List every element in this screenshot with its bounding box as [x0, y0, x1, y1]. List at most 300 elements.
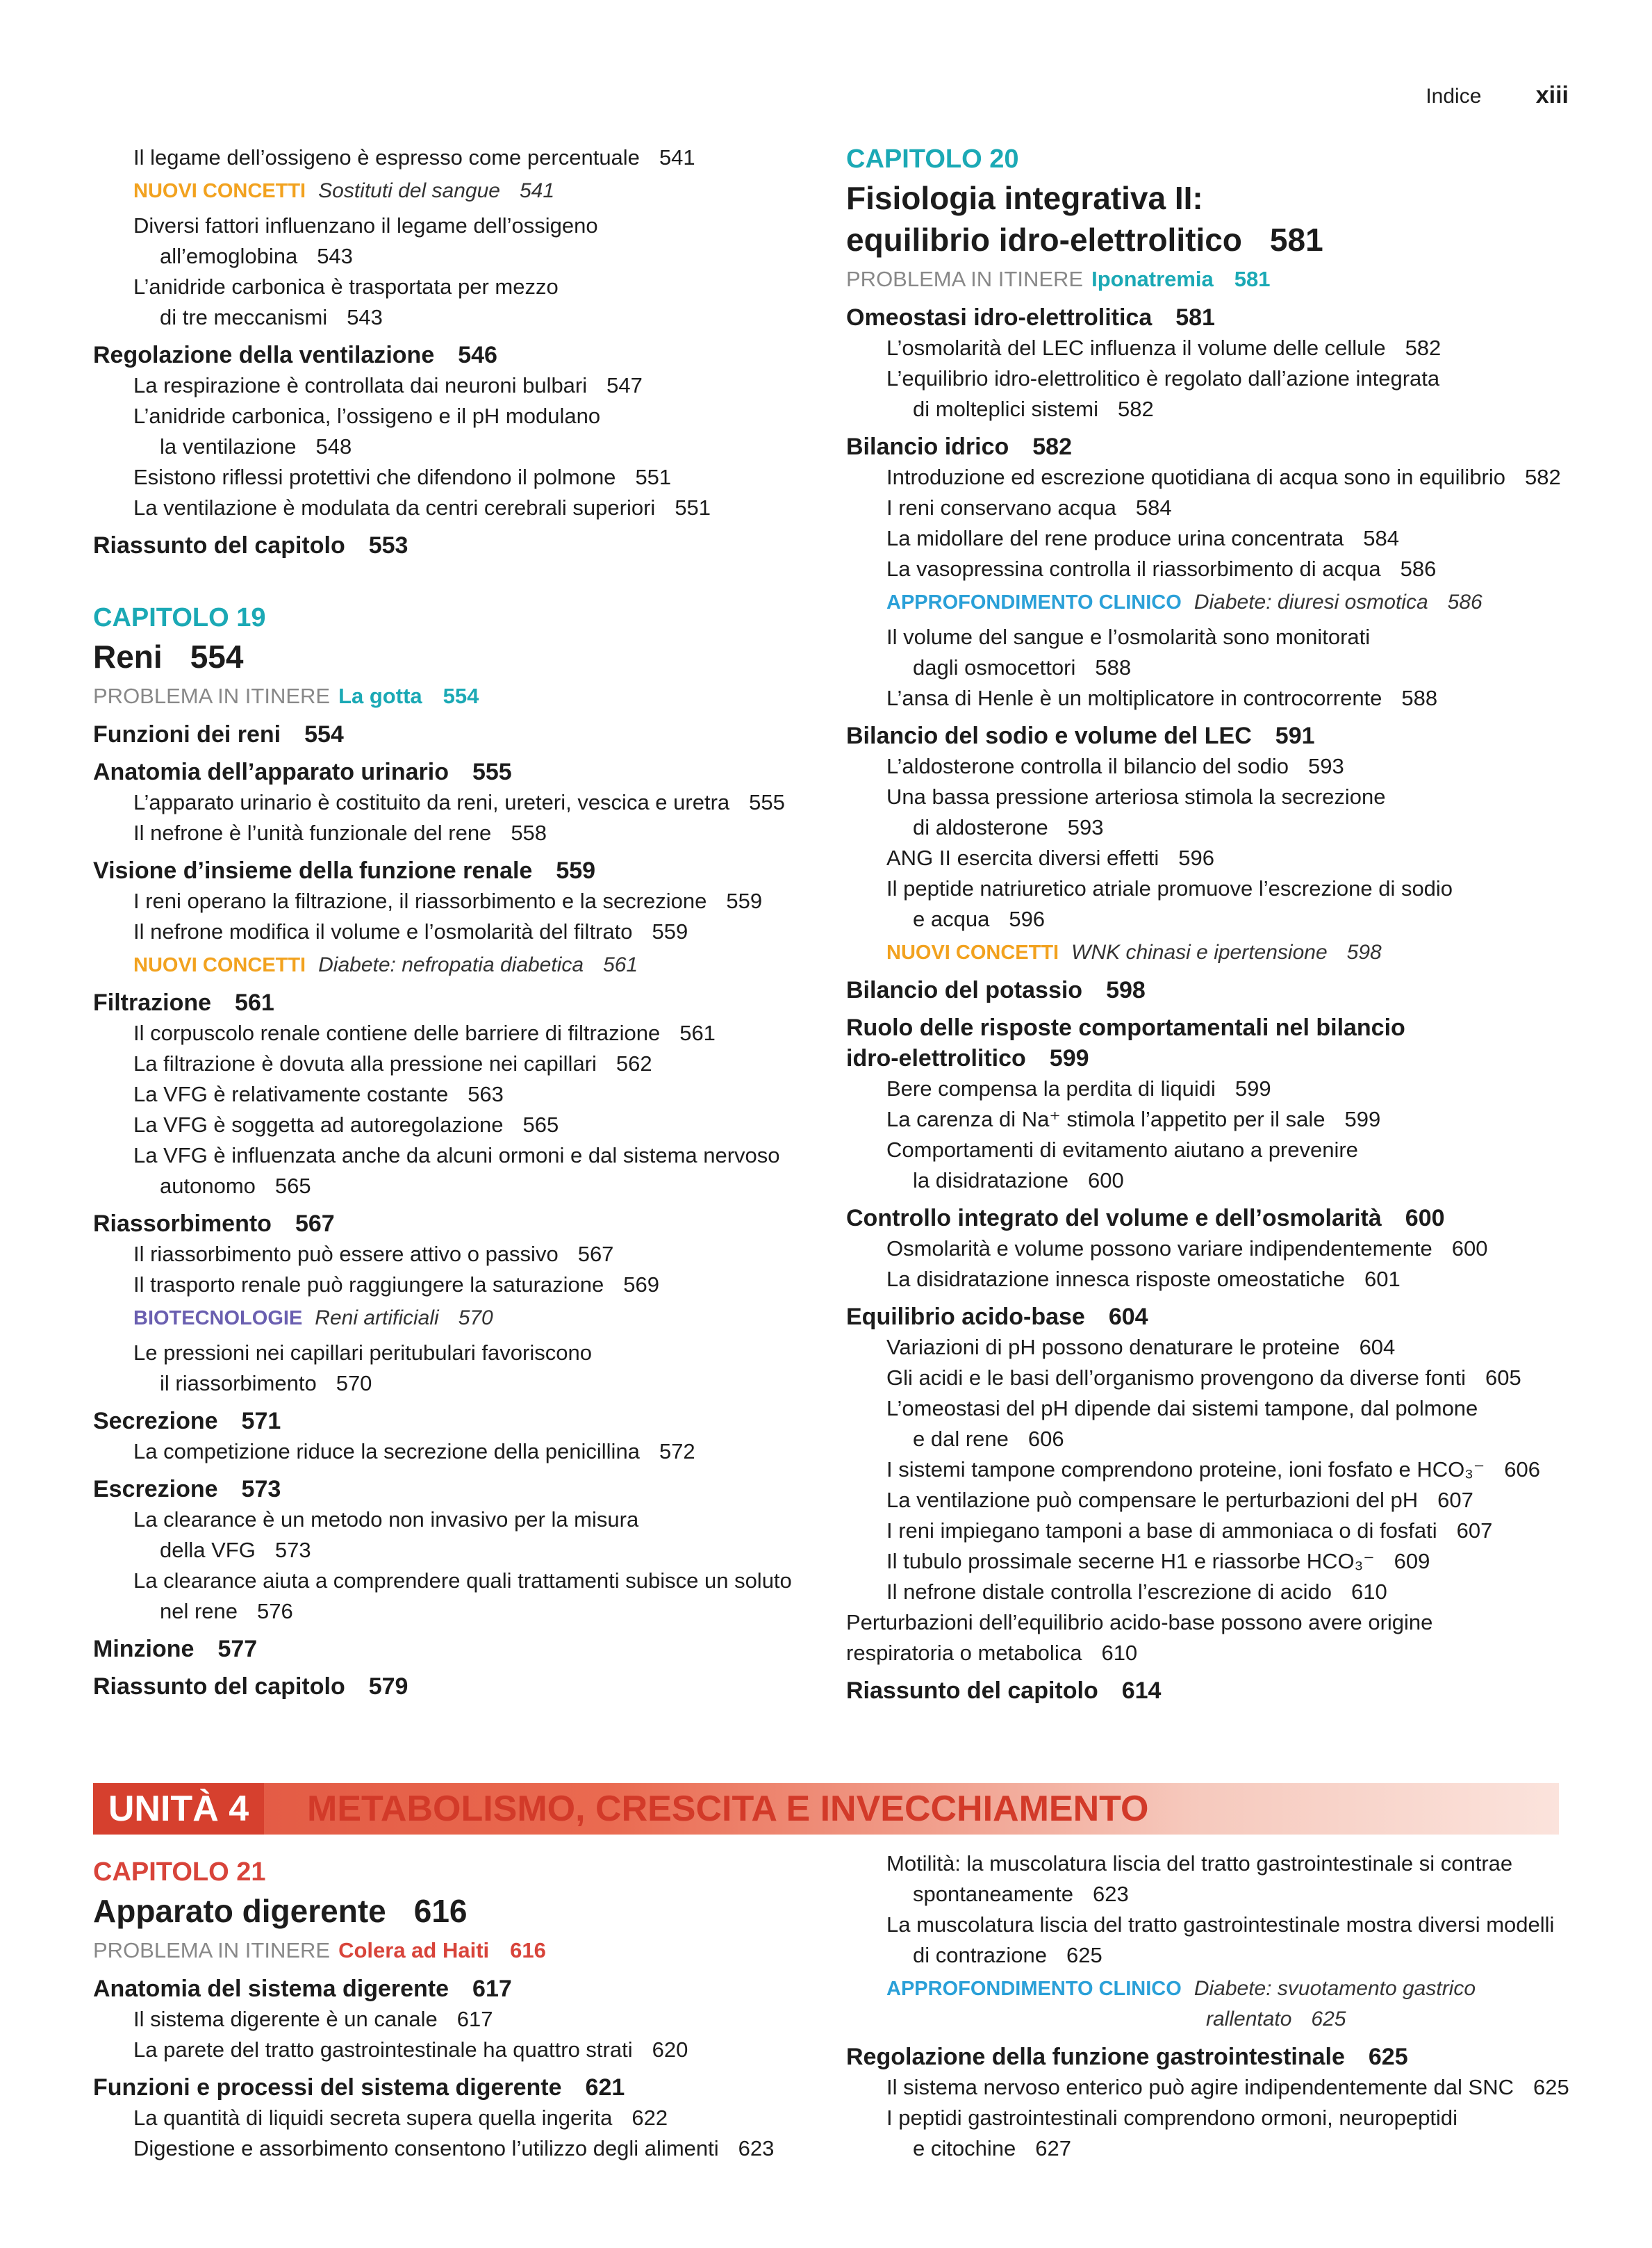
toc-subentry [93, 370, 816, 401]
toc-page-number: 599 [1344, 1107, 1381, 1131]
unit-label: UNITÀ 4 [93, 1783, 264, 1835]
feature-tag: NUOVI CONCETTI [133, 954, 306, 976]
feature-title: Diabete: diuresi osmotica [1193, 591, 1428, 614]
toc-subentry-text: La disidratazione innesca risposte omeostatiche [886, 1267, 1345, 1291]
toc-heading-text: Bilancio idrico [846, 434, 1009, 460]
toc-page-number: 606 [1027, 1427, 1064, 1451]
toc-page-number: 554 [304, 721, 344, 748]
chapter-title-text: Fisiologia integrativa II: [846, 180, 1203, 216]
toc-subentry-text: La VFG è influenzata anche da alcuni ormoni e dal sistema nervoso [133, 1143, 780, 1167]
toc-heading-text: Riassunto del capitolo [93, 1673, 345, 1700]
toc-subentry-text: Una bassa pressione arteriosa stimola la secrezione [886, 785, 1386, 809]
toc-subentry-text: Bere compensa la perdita di liquidi [886, 1076, 1216, 1101]
toc-subentry [846, 1910, 1576, 1971]
toc-page-number: 610 [1351, 1580, 1387, 1604]
toc-subentry [93, 1110, 816, 1140]
toc-subentry [93, 1049, 816, 1079]
toc-page-number: 553 [368, 532, 408, 559]
toc-subentry [846, 683, 1576, 714]
toc-page-number: 599 [1049, 1045, 1089, 1072]
toc-subentry-text: L’anidride carbonica, l’ossigeno e il pH modulano [133, 404, 601, 428]
toc-page-number: 546 [458, 342, 497, 368]
toc-subentry [93, 2133, 816, 2164]
case-study-title-text: La gotta [338, 684, 422, 708]
toc-subentry-text: La respirazione è controllata dai neuroni bulbari [133, 373, 588, 397]
toc-page-number: 570 [336, 1371, 372, 1395]
toc-subentry [93, 1239, 816, 1270]
toc-subentry [846, 493, 1576, 523]
toc-page-number: 627 [1035, 2136, 1071, 2160]
toc-heading [846, 1012, 1576, 1074]
toc-subentry-cont [886, 2133, 1576, 2164]
case-study-title-text: Colera ad Haiti [338, 1938, 490, 1962]
toc-heading-text: Controllo integrato del volume e dell’osmolarità [846, 1205, 1382, 1231]
toc-heading-text: Bilancio del potassio [846, 977, 1083, 1003]
toc-page-number: 573 [241, 1476, 281, 1502]
chapter-title [846, 177, 1576, 261]
toc-page-number: 625 [1368, 2044, 1408, 2070]
toc-heading [846, 975, 1576, 1006]
toc-page-number: 561 [679, 1021, 716, 1045]
toc-subentry-text: L’aldosterone controlla il bilancio del sodio [886, 754, 1289, 778]
toc-subentry [846, 843, 1576, 873]
toc-page-number: 543 [347, 305, 383, 329]
feature-title-cont [886, 2004, 1576, 2035]
toc-heading [93, 1634, 816, 1664]
toc-page-number: 625 [1533, 2075, 1569, 2099]
toc-subentry [846, 1393, 1576, 1454]
toc-subentry-text: La midollare del rene produce urina concentrata [886, 526, 1344, 550]
toc-subentry-text: Le pressioni nei capillari peritubulari favoriscono [133, 1340, 592, 1365]
toc-subentry [93, 2103, 816, 2133]
toc-page-number: 559 [726, 889, 763, 913]
toc-page-number: 617 [456, 2007, 493, 2031]
toc-heading [93, 530, 816, 561]
toc-subentry-text: Perturbazioni dell’equilibrio acido-base possono avere origine [846, 1610, 1433, 1634]
toc-heading-text: Regolazione della ventilazione [93, 342, 435, 368]
toc-subentry [846, 1074, 1576, 1104]
toc-subentry-cont [886, 812, 1576, 843]
toc-heading-text: Escrezione [93, 1476, 218, 1502]
toc-page-number: 604 [1359, 1335, 1396, 1359]
chapter-title-text: Apparato digerente [93, 1893, 386, 1929]
toc-page-number: 584 [1135, 495, 1172, 520]
toc-page-number: 600 [1088, 1168, 1124, 1192]
toc-page-number: 621 [585, 2074, 625, 2101]
toc-subentry-text: Variazioni di pH possono denaturare le proteine [886, 1335, 1340, 1359]
toc-heading [93, 757, 816, 787]
case-study-title [1091, 267, 1270, 291]
toc-page-number: 541 [659, 145, 695, 170]
toc-heading-text-cont: idro-elettrolitico [846, 1045, 1026, 1072]
toc-subentry [93, 462, 816, 493]
feature-page-number: 586 [1447, 591, 1482, 614]
toc-subentry-cont-text: e citochine [913, 2136, 1016, 2160]
feature-title-cont-text: rallentato [1206, 2008, 1292, 2030]
toc-heading [93, 1406, 816, 1436]
toc-page-number: 582 [1032, 434, 1072, 460]
toc-subentry-text: Il tubulo prossimale secerne H1 e riassorbe HCO₃⁻ [886, 1549, 1375, 1573]
unit-title: METABOLISMO, CRESCITA E INVECCHIAMENTO [307, 1789, 1149, 1829]
toc-heading-text: Anatomia dell’apparato urinario [93, 759, 449, 785]
case-study-label: PROBLEMA IN ITINERE [93, 1938, 331, 1962]
toc-subentry-text: L’ansa di Henle è un moltiplicatore in controcorrente [886, 686, 1382, 710]
toc-subentry [93, 917, 816, 947]
toc-subentry [93, 401, 816, 462]
toc-page-number: 609 [1394, 1549, 1430, 1573]
toc-subentry-cont-text: di contrazione [913, 1943, 1048, 1967]
toc-heading [846, 302, 1576, 333]
toc-subentry-cont-text: di tre meccanismi [160, 305, 328, 329]
toc-page-number: 588 [1401, 686, 1438, 710]
toc-column-bottom-left [93, 1855, 816, 2164]
toc-subentry-cont [846, 1638, 1576, 1668]
toc-subentry-text: Il riassorbimento può essere attivo o passivo [133, 1242, 559, 1266]
toc-page-number: 576 [257, 1599, 293, 1623]
toc-page-number: 607 [1437, 1488, 1473, 1512]
case-study-label: PROBLEMA IN ITINERE [93, 684, 331, 708]
chapter-number: CAPITOLO 21 [93, 1857, 266, 1887]
toc-page-number: 555 [472, 759, 512, 785]
toc-subentry-text: Il volume del sangue e l’osmolarità sono monitorati [886, 625, 1371, 649]
toc-page-number: 593 [1067, 815, 1104, 839]
toc-subentry [846, 1607, 1576, 1668]
toc-subentry-cont [886, 1940, 1576, 1971]
toc-subentry-text: Il trasporto renale può raggiungere la saturazione [133, 1272, 604, 1297]
toc-page-number: 567 [577, 1242, 614, 1266]
toc-heading [846, 2042, 1576, 2072]
toc-page-number: 605 [1485, 1365, 1521, 1390]
toc-subentry [93, 1140, 816, 1201]
toc-page-number: 567 [295, 1211, 335, 1237]
toc-subentry [846, 1577, 1576, 1607]
toc-page-number: 598 [1106, 977, 1146, 1003]
toc-subentry-text: Il peptide natriuretico atriale promuove l’escrezione di sodio [886, 876, 1453, 901]
toc-heading-text: Regolazione della funzione gastrointestinale [846, 2044, 1345, 2070]
toc-subentry-text: La ventilazione può compensare le perturbazioni del pH [886, 1488, 1419, 1512]
chapter-title [93, 1890, 816, 1932]
case-study-label: PROBLEMA IN ITINERE [846, 267, 1084, 291]
toc-subentry-cont [133, 432, 816, 462]
toc-subentry [846, 1848, 1576, 1910]
toc-page-number: 601 [1364, 1267, 1401, 1291]
feature-page-number: 541 [519, 179, 555, 202]
toc-subentry-cont [886, 653, 1576, 683]
toc-page-number: 561 [235, 990, 274, 1016]
toc-page-number: 559 [556, 858, 596, 884]
toc-subentry-text: L’anidride carbonica è trasportata per mezzo [133, 274, 559, 299]
toc-page-number: 572 [659, 1439, 695, 1463]
case-study-entry [93, 680, 816, 712]
toc-subentry-cont [133, 241, 816, 272]
toc-subentry [93, 1566, 816, 1627]
toc-subentry-cont-text: autonomo [160, 1174, 256, 1198]
toc-heading [93, 1671, 816, 1702]
toc-page-number: 596 [1178, 846, 1214, 870]
toc-subentry [93, 1270, 816, 1300]
toc-subentry-cont-text: e dal rene [913, 1427, 1009, 1451]
toc-subentry-cont [886, 394, 1576, 425]
toc-heading-text: Riassunto del capitolo [93, 532, 345, 559]
toc-subentry [846, 782, 1576, 843]
toc-heading [93, 855, 816, 886]
toc-page-number: 606 [1504, 1457, 1540, 1482]
toc-heading-text: Funzioni dei reni [93, 721, 281, 748]
toc-subentry-text: La ventilazione è modulata da centri cerebrali superiori [133, 495, 656, 520]
toc-subentry [846, 1363, 1576, 1393]
toc-page-number: 565 [274, 1174, 311, 1198]
toc-subentry-cont-text: la disidratazione [913, 1168, 1069, 1192]
toc-page-number: 582 [1525, 465, 1561, 489]
toc-heading [846, 1203, 1576, 1233]
toc-heading-text: Riassorbimento [93, 1211, 272, 1237]
toc-page-number: 565 [522, 1113, 559, 1137]
toc-page-number: 623 [738, 2136, 775, 2160]
toc-subentry [846, 523, 1576, 554]
chapter-title-text-cont: equilibrio idro-elettrolitico [846, 222, 1242, 258]
toc-heading [846, 1675, 1576, 1706]
toc-page-number: 600 [1405, 1205, 1445, 1231]
toc-subentry [846, 873, 1576, 935]
toc-subentry [846, 2072, 1576, 2103]
toc-subentry [846, 751, 1576, 782]
chapter-page-number: 554 [190, 639, 244, 675]
toc-subentry [93, 787, 816, 818]
toc-page-number: 571 [241, 1408, 281, 1434]
toc-subentry [846, 1104, 1576, 1135]
toc-subentry-cont [886, 904, 1576, 935]
toc-heading [93, 1974, 816, 2004]
toc-heading-text: Ruolo delle risposte comportamentali nel bilancio [846, 1015, 1405, 1041]
toc-subentry-text: La carenza di Na⁺ stimola l’appetito per il sale [886, 1107, 1325, 1131]
toc-subentry-text: Osmolarità e volume possono variare indipendentemente [886, 1236, 1432, 1261]
toc-subentry [93, 142, 816, 173]
toc-page-number: 620 [652, 2037, 688, 2062]
toc-subentry-text: Motilità: la muscolatura liscia del tratto gastrointestinale si contrae [886, 1851, 1513, 1876]
toc-subentry-text: Il nefrone è l’unità funzionale del rene [133, 821, 492, 845]
case-study-page-number: 581 [1234, 267, 1271, 291]
toc-subentry [846, 554, 1576, 584]
feature-page-number: 570 [458, 1306, 493, 1329]
feature-page-number: 561 [603, 953, 638, 976]
toc-subentry-cont-text: della VFG [160, 1538, 256, 1562]
toc-page-number: 577 [217, 1636, 258, 1662]
toc-heading [846, 721, 1576, 751]
case-study-title [338, 1938, 546, 1962]
toc-subentry-text: Il nefrone modifica il volume e l’osmolarità del filtrato [133, 919, 633, 944]
toc-heading [93, 2072, 816, 2103]
toc-page-number: 610 [1101, 1641, 1138, 1665]
toc-page-number: 599 [1234, 1076, 1271, 1101]
feature-box-entry [93, 1303, 816, 1334]
feature-tag: APPROFONDIMENTO CLINICO [886, 1978, 1182, 2000]
toc-page-number: 548 [315, 434, 352, 459]
toc-subentry-cont [886, 1165, 1576, 1196]
toc-subentry [846, 1264, 1576, 1295]
toc-subentry-text: Il sistema nervoso enterico può agire indipendentemente dal SNC [886, 2075, 1514, 2099]
toc-subentry-cont [886, 1879, 1576, 1910]
toc-subentry-text: Il sistema digerente è un canale [133, 2007, 438, 2031]
toc-subentry [846, 1546, 1576, 1577]
toc-page-number: 559 [652, 919, 688, 944]
toc-subentry-cont [133, 1171, 816, 1201]
toc-heading-text: Filtrazione [93, 990, 212, 1016]
toc-heading [93, 1474, 816, 1504]
toc-subentry [846, 1332, 1576, 1363]
header-page-number: xiii [1535, 82, 1569, 108]
chapter-number: CAPITOLO 19 [93, 603, 266, 632]
toc-heading-text: Minzione [93, 1636, 195, 1662]
toc-subentry-text: Il corpuscolo renale contiene delle barriere di filtrazione [133, 1021, 661, 1045]
chapter-title [93, 636, 816, 678]
toc-subentry-cont [133, 1596, 816, 1627]
chapter-page-number: 616 [413, 1893, 468, 1929]
toc-subentry-text: La VFG è relativamente costante [133, 1082, 449, 1106]
toc-page-number: 600 [1451, 1236, 1488, 1261]
toc-subentry-cont [133, 1535, 816, 1566]
toc-heading-text: Secrezione [93, 1408, 218, 1434]
toc-subentry-cont [886, 1424, 1576, 1454]
toc-page-number: 604 [1108, 1304, 1148, 1330]
unit-banner [93, 1783, 1559, 1835]
toc-subentry-text: Diversi fattori influenzano il legame dell’ossigeno [133, 213, 598, 238]
toc-subentry [93, 818, 816, 848]
toc-subentry-text: Digestione e assorbimento consentono l’utilizzo degli alimenti [133, 2136, 719, 2160]
case-study-page-number: 616 [510, 1938, 546, 1962]
toc-heading [93, 1208, 816, 1239]
chapter-title-text: Reni [93, 639, 163, 675]
toc-subentry-text: La clearance aiuta a comprendere quali trattamenti subisce un soluto [133, 1568, 792, 1593]
toc-subentry-text: La competizione riduce la secrezione della penicillina [133, 1439, 640, 1463]
toc-heading-text: Omeostasi idro-elettrolitica [846, 304, 1153, 331]
toc-subentry [846, 622, 1576, 683]
toc-heading [93, 987, 816, 1018]
toc-page-number: 607 [1456, 1518, 1493, 1543]
case-study-entry [846, 263, 1576, 295]
toc-page-number: 573 [274, 1538, 311, 1562]
toc-heading-text: Equilibrio acido-base [846, 1304, 1085, 1330]
feature-tag: NUOVI CONCETTI [133, 180, 306, 202]
toc-page-number: 562 [616, 1051, 652, 1076]
toc-subentry [846, 1516, 1576, 1546]
toc-page-number: 588 [1095, 655, 1132, 680]
toc-page-number: 617 [472, 1976, 512, 2002]
toc-subentry-text: La parete del tratto gastrointestinale ha quattro strati [133, 2037, 633, 2062]
toc-subentry [93, 2035, 816, 2065]
toc-page-number: 563 [468, 1082, 504, 1106]
toc-subentry-text: Introduzione ed escrezione quotidiana di acqua sono in equilibrio [886, 465, 1506, 489]
toc-page-number: 543 [317, 244, 353, 268]
toc-heading [846, 1302, 1576, 1332]
toc-subentry-text: Esistono riflessi protettivi che difendono il polmone [133, 465, 616, 489]
toc-subentry-text: La vasopressina controlla il riassorbimento di acqua [886, 557, 1381, 581]
toc-subentry [846, 2103, 1576, 2164]
toc-subentry [846, 1135, 1576, 1196]
toc-subentry-cont-text: la ventilazione [160, 434, 297, 459]
toc-subentry [93, 1504, 816, 1566]
toc-page-number: 551 [675, 495, 711, 520]
toc-subentry-text: I reni operano la filtrazione, il riassorbimento e la secrezione [133, 889, 707, 913]
toc-page-number: 596 [1009, 907, 1046, 931]
toc-subentry-text: I reni impiegano tamponi a base di ammoniaca o di fosfati [886, 1518, 1437, 1543]
toc-column-top-right [846, 142, 1576, 1706]
toc-heading [93, 719, 816, 750]
toc-page-number: 582 [1405, 336, 1442, 360]
toc-subentry-cont [133, 1368, 816, 1399]
toc-page-number: 579 [368, 1673, 408, 1700]
running-header [1426, 82, 1569, 109]
feature-tag: APPROFONDIMENTO CLINICO [886, 591, 1182, 614]
toc-heading [846, 432, 1576, 462]
toc-subentry [93, 886, 816, 917]
toc-subentry-text: Gli acidi e le basi dell’organismo provengono da diverse fonti [886, 1365, 1467, 1390]
toc-subentry-text: L’osmolarità del LEC influenza il volume delle cellule [886, 336, 1386, 360]
feature-box-entry [93, 176, 816, 206]
case-study-entry [93, 1935, 816, 1967]
section-spacer [93, 561, 816, 601]
toc-page-number: 551 [635, 465, 672, 489]
toc-subentry [846, 1233, 1576, 1264]
toc-subentry-text: La VFG è soggetta ad autoregolazione [133, 1113, 504, 1137]
toc-subentry-cont-text: nel rene [160, 1599, 238, 1623]
toc-subentry-text: L’omeostasi del pH dipende dai sistemi tampone, dal polmone [886, 1396, 1478, 1420]
toc-heading [93, 340, 816, 370]
chapter-number: CAPITOLO 20 [846, 145, 1019, 174]
toc-heading-text: Anatomia del sistema digerente [93, 1976, 449, 2002]
toc-subentry-text: ANG II esercita diversi effetti [886, 846, 1159, 870]
feature-box-entry [846, 1974, 1576, 2035]
toc-subentry-text: L’apparato urinario è costituito da reni, ureteri, vescica e uretra [133, 790, 730, 814]
toc-page-number: 584 [1363, 526, 1400, 550]
toc-heading-text: Bilancio del sodio e volume del LEC [846, 723, 1252, 749]
toc-subentry [93, 1018, 816, 1049]
toc-page-number: 582 [1118, 397, 1154, 421]
toc-heading-text: Visione d’insieme della funzione renale [93, 858, 533, 884]
toc-heading-text: Funzioni e processi del sistema digerente [93, 2074, 562, 2101]
toc-subentry-text: Comportamenti di evitamento aiutano a prevenire [886, 1138, 1358, 1162]
toc-subentry-cont-text: respiratoria o metabolica [846, 1641, 1082, 1665]
toc-subentry-cont [133, 302, 816, 333]
toc-subentry [93, 493, 816, 523]
toc-subentry-cont-text: di molteplici sistemi [913, 397, 1099, 421]
toc-page-number: 593 [1308, 754, 1344, 778]
toc-subentry [93, 1079, 816, 1110]
toc-column-bottom-right [846, 1848, 1576, 2164]
toc-subentry [93, 1436, 816, 1467]
case-study-title [338, 684, 479, 708]
toc-page-number: 581 [1175, 304, 1215, 331]
toc-page-number: 558 [511, 821, 547, 845]
toc-subentry [846, 333, 1576, 363]
toc-subentry-text: L’equilibrio idro-elettrolitico è regolato dall’azione integrata [886, 366, 1440, 391]
chapter-page-number: 581 [1269, 222, 1323, 258]
toc-subentry-text: I sistemi tampone comprendono proteine, ioni fosfato e HCO₃⁻ [886, 1457, 1485, 1482]
toc-page-number: 569 [623, 1272, 659, 1297]
case-study-title-text: Iponatremia [1091, 267, 1214, 291]
feature-title: Diabete: nefropatia diabetica [318, 953, 584, 976]
feature-title: WNK chinasi e ipertensione [1071, 941, 1328, 964]
feature-page-number: 625 [1311, 2008, 1346, 2030]
header-section: Indice [1426, 85, 1482, 108]
feature-page-number: 598 [1346, 941, 1382, 964]
feature-box-entry [846, 937, 1576, 968]
toc-subentry-text: La filtrazione è dovuta alla pressione nei capillari [133, 1051, 597, 1076]
feature-tag: NUOVI CONCETTI [886, 942, 1059, 964]
toc-subentry [846, 462, 1576, 493]
toc-subentry-cont-text: di aldosterone [913, 815, 1048, 839]
case-study-page-number: 554 [443, 684, 479, 708]
toc-page-number: 625 [1066, 1943, 1102, 1967]
